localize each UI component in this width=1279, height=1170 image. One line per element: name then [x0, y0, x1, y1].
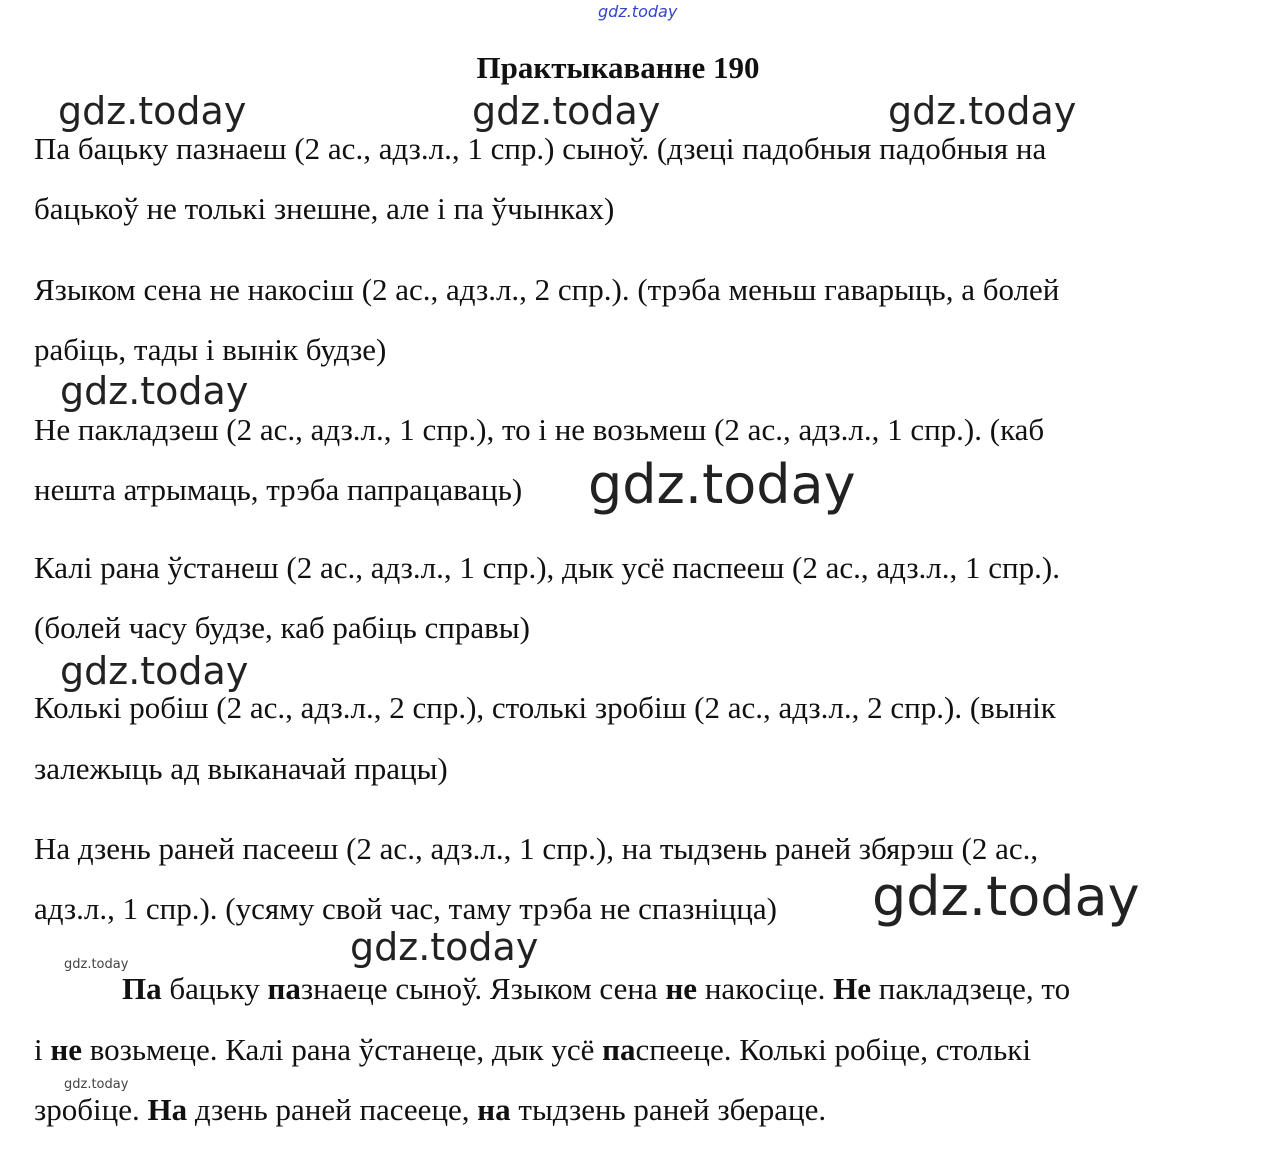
paragraph-line: Па бацьку пазнаеш (2 ас., адз.л., 1 спр.) сыноў. (дзеці падобныя падобныя на [34, 131, 1047, 166]
paragraph-line: рабіць, тады і вынік будзе) [34, 332, 387, 367]
answer-line: зробіце. На дзень раней пасееце, на тыдзень раней збераце. [34, 1092, 827, 1127]
paragraph-line: Не пакладзеш (2 ас., адз.л., 1 спр.), то і не возьмеш (2 ас., адз.л., 1 спр.). (каб [34, 412, 1045, 447]
paragraph-line: Калі рана ўстанеш (2 ас., адз.л., 1 спр.), дык усё паспееш (2 ас., адз.л., 1 спр.). [34, 550, 1060, 585]
page-title: Практыкаванне 190 [476, 50, 760, 85]
paragraph-line: бацькоў не толькі знешне, але і па ўчынках) [34, 191, 615, 226]
paragraph-line: залежыць ад выканачай працы) [34, 751, 448, 786]
watermark-top: gdz.today [598, 2, 678, 21]
watermark-small: gdz.today [64, 1077, 129, 1092]
paragraph-line: Колькі робіш (2 ас., адз.л., 2 спр.), столькі зробіш (2 ас., адз.л., 2 спр.). (вынік [34, 690, 1056, 725]
paragraph-line: На дзень раней пасееш (2 ас., адз.л., 1 спр.), на тыдзень раней збярэш (2 ас., [34, 831, 1039, 866]
paragraph-line: (болей часу будзе, каб рабіць справы) [34, 610, 530, 645]
watermark: gdz.today [58, 89, 247, 133]
watermark: gdz.today [472, 89, 661, 133]
watermark: gdz.today [60, 649, 249, 693]
watermark: gdz.today [888, 89, 1077, 133]
answer-line: і не возьмеце. Калі рана ўстанеце, дык усё паспееце. Колькі робіце, столькі [34, 1032, 1031, 1067]
watermark-small: gdz.today [64, 957, 129, 972]
paragraph-line: Языком сена не накосіш (2 ас., адз.л., 2 спр.). (трэба меньш гаварыць, а болей [34, 272, 1060, 307]
watermark: gdz.today [350, 925, 539, 969]
answer-line: Па бацьку пазнаеце сыноў. Языком сена не накосіце. Не пакладзеце, то [122, 971, 1071, 1006]
paragraph-line: нешта атрымаць, трэба папрацаваць) [34, 472, 523, 507]
watermark: gdz.today [872, 865, 1140, 928]
watermark: gdz.today [588, 453, 856, 516]
paragraph-line: адз.л., 1 спр.). (усяму свой час, таму трэба не спазніцца) [34, 891, 777, 926]
watermark: gdz.today [60, 369, 249, 413]
